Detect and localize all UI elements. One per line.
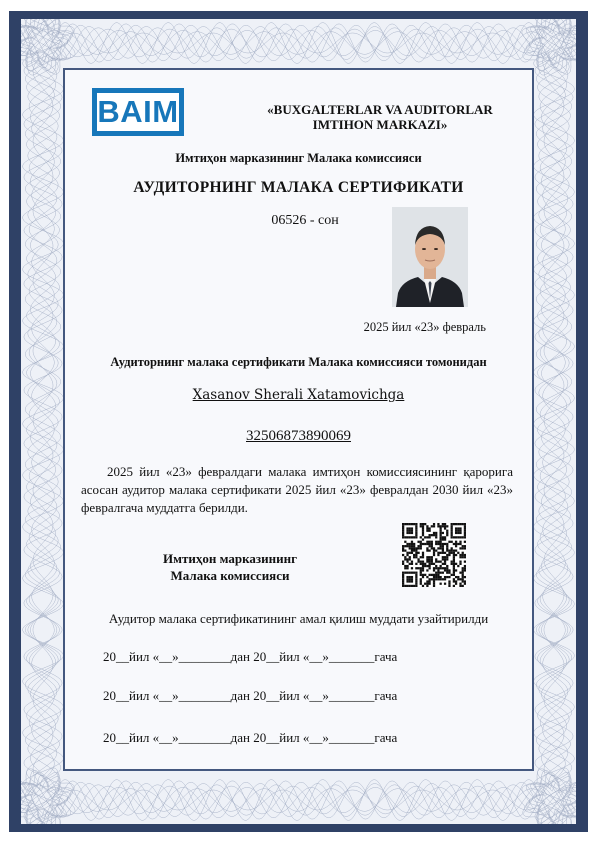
signature-line2: Малака комиссияси	[170, 568, 290, 583]
organization-name-line1: «BUXGALTERLAR VA AUDITORLAR	[267, 102, 493, 117]
certificate-panel	[63, 68, 534, 771]
holder-id: 32506873890069	[246, 428, 351, 444]
certificate-body: 2025 йил «23» февралдаги малака имтиҳон комиссиясининг қарорига асосан аудитор малака сертификати 2025 йил «23» февралдан 2030 йил «23» февралгача муддатга берилди.	[81, 464, 513, 515]
signature-block	[140, 550, 320, 584]
certificate-number: 06526 - сон	[271, 213, 339, 228]
issued-by-text: Аудиторнинг малака сертификати Малака комиссияси томонидан	[110, 355, 487, 369]
qr-code	[402, 523, 466, 587]
baim-logo: BAIM	[92, 88, 184, 136]
extension-line: 20__йил «__»________дан 20__йил «__»_______гача	[103, 649, 398, 664]
issue-date: 2025 йил «23» февраль	[363, 320, 486, 334]
organization-name-line2: IMTIHON MARKAZI»	[312, 117, 448, 132]
extension-line: 20__йил «__»________дан 20__йил «__»_______гача	[103, 730, 398, 745]
holder-name: Xasanov Sherali Xatamovichga	[192, 387, 405, 403]
extension-title: Аудитор малака сертификатининг амал қилиш муддати узайтирилди	[108, 611, 489, 626]
organization-name	[240, 102, 520, 132]
certificate-title: АУДИТОРНИНГ МАЛАКА СЕРТИФИКАТИ	[133, 179, 464, 196]
holder-photo	[392, 207, 468, 307]
signature-line1: Имтиҳон марказининг	[163, 551, 297, 566]
extension-line: 20__йил «__»________дан 20__йил «__»_______гача	[103, 688, 398, 703]
commission-heading: Имтиҳон марказининг Малака комиссияси	[175, 151, 422, 165]
